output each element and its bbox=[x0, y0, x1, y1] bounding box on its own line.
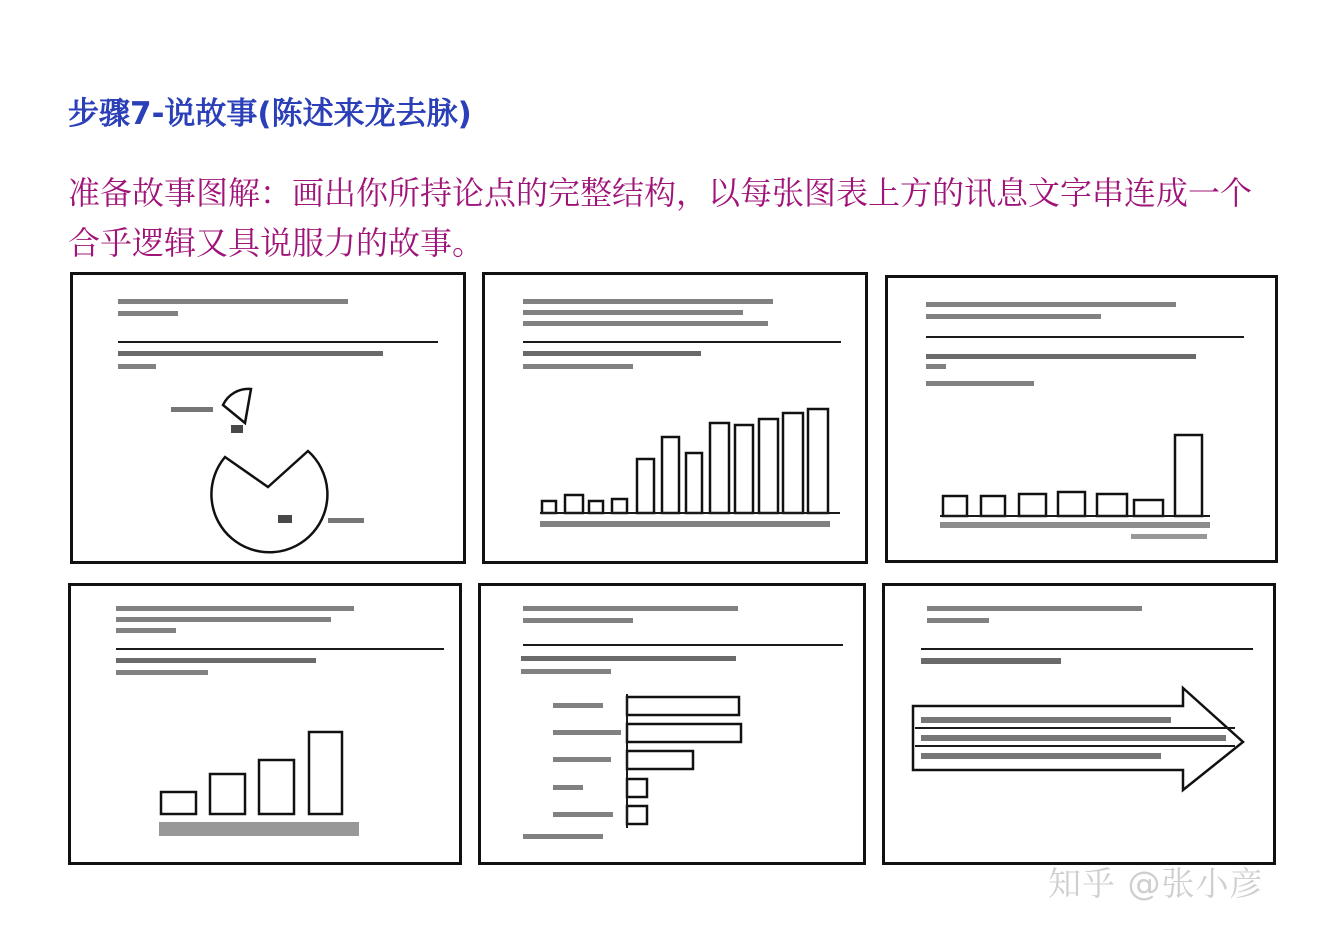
slide-arrow-actions bbox=[882, 583, 1276, 865]
horizontal-bars-graphic bbox=[481, 586, 863, 862]
pie-main-slice bbox=[211, 451, 327, 552]
slide-horizontal-bars bbox=[478, 583, 866, 865]
monthly-bars-graphic bbox=[485, 275, 865, 561]
pie-exploded-slice bbox=[223, 389, 251, 423]
slide-monthly-bars bbox=[482, 272, 868, 564]
media-bars-graphic bbox=[71, 586, 459, 862]
page-subtitle: 准备故事图解：画出你所持论点的完整结构，以每张图表上方的讯息文字串连成一个合乎逻辑又具说服力的故事。 bbox=[68, 174, 1253, 262]
category-bars-graphic bbox=[888, 278, 1275, 560]
page-title: 步骤7-说故事(陈述来龙去脉) bbox=[68, 96, 472, 132]
arrow-actions-graphic bbox=[885, 586, 1273, 862]
slide-pie-chart bbox=[70, 272, 466, 564]
pie-slide-graphic bbox=[73, 275, 463, 561]
slide-media-bars bbox=[68, 583, 462, 865]
watermark: 知乎 @张小彦 bbox=[1048, 864, 1264, 903]
slide-category-bars bbox=[885, 275, 1278, 563]
